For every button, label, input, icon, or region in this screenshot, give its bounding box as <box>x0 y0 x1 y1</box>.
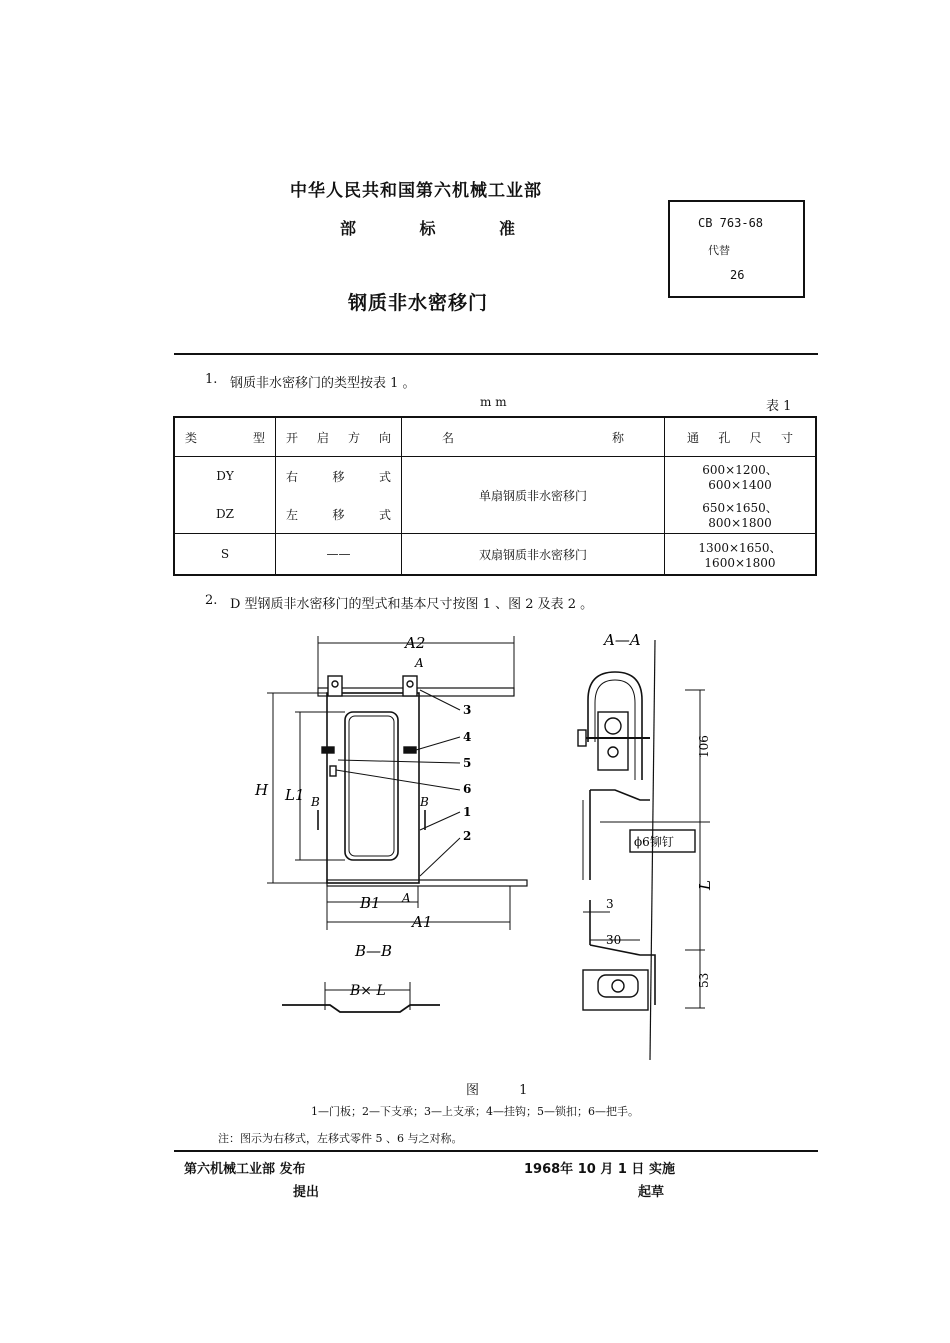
standard-char: 标 <box>419 219 436 238</box>
direction-cell: —— <box>276 534 402 576</box>
footer-proposed: 提出 <box>293 1185 320 1200</box>
standard-char: 部 <box>340 219 357 238</box>
part-label-4: 4 <box>463 730 472 744</box>
spread-char: 开 <box>286 430 299 445</box>
dim-30-label: 30 <box>606 933 622 947</box>
spread-char: 移 <box>332 469 345 484</box>
ministry-title: 中华人民共和国第六机械工业部 <box>290 181 542 201</box>
spread-char: 通 <box>687 430 700 445</box>
spread-char: 右 <box>286 469 299 484</box>
section-bb-title: B—B <box>355 942 393 960</box>
dim-bxl-label: B× L <box>350 983 386 999</box>
section-b-marker-right: B <box>420 795 429 809</box>
dim-106-label: 106 <box>697 735 711 758</box>
type-cell: DY <box>174 457 276 496</box>
dim-a1-label: A1 <box>412 913 433 931</box>
spread-char: 称 <box>611 430 624 445</box>
figure-note: 注：图示为右移式，左移式零件 5 、6 与之对称。 <box>218 1132 463 1145</box>
spread-char: 尺 <box>749 430 762 445</box>
section-aa-title: A—A <box>604 631 641 649</box>
section2-number: 2. <box>205 593 218 608</box>
spread-char: 移 <box>332 507 345 522</box>
dim-l-label: L <box>696 880 714 890</box>
spread-char: 名 <box>442 430 455 445</box>
section1-text: 钢质非水密移门的类型按表 1 。 <box>230 376 416 391</box>
section-a-marker: A <box>415 656 424 670</box>
spread-char: 孔 <box>718 430 731 445</box>
figure-caption: 图 1 <box>466 1083 546 1098</box>
part-label-2: 2 <box>463 829 472 843</box>
part-label-6: 6 <box>463 782 472 796</box>
part-label-3: 3 <box>463 703 472 717</box>
front-view <box>267 636 527 930</box>
name-cell: 单扇钢质非水密移门 <box>402 457 665 534</box>
replaces-label: 代替 <box>708 244 730 257</box>
spread-char: 向 <box>378 430 391 445</box>
spread-char: 启 <box>316 430 329 445</box>
section-b-marker-left: B <box>311 795 320 809</box>
standard-char: 准 <box>498 219 515 238</box>
figure-legend: 1—门板；2—下支承；3—上支承；4—挂钩；5—锁扣；6—把手。 <box>311 1105 639 1118</box>
dim-3-label: 3 <box>606 897 614 911</box>
type-cell: S <box>174 534 276 576</box>
spread-char: 左 <box>286 507 299 522</box>
spread-char: 式 <box>378 507 391 522</box>
standard-code: CB 763-68 <box>698 216 764 230</box>
unit-label: m m <box>480 395 507 409</box>
footer-rule <box>174 1150 818 1152</box>
name-cell: 双扇钢质非水密移门 <box>402 534 665 576</box>
size-cell: 600×1200、600×1400 <box>665 457 817 496</box>
footer-drafted: 起草 <box>638 1185 665 1200</box>
footer-issuer: 第六机械工业部 发布 <box>184 1162 306 1177</box>
spread-char: 寸 <box>780 430 793 445</box>
spread-char: 类 <box>185 430 198 445</box>
table-label: 表 1 <box>766 399 792 414</box>
section-a-marker-bottom: A <box>402 891 411 905</box>
spread-char: 型 <box>252 430 265 445</box>
document-title: 钢质非水密移门 <box>348 292 489 314</box>
footer-date: 1968年 10 月 1 日 实施 <box>524 1162 675 1177</box>
dim-l1-label: L1 <box>285 786 305 804</box>
type-cell: DZ <box>174 495 276 534</box>
dim-53-label: 53 <box>697 972 711 988</box>
size-cell: 1300×1650、1600×1800 <box>665 534 817 576</box>
spread-char: 式 <box>378 469 391 484</box>
dim-a2-label: A2 <box>405 634 426 652</box>
replaces-value: 26 <box>730 268 745 282</box>
dim-h-label: H <box>255 781 269 799</box>
dim-b1-label: B1 <box>360 894 381 912</box>
part-label-5: 5 <box>463 756 472 770</box>
section-aa-view <box>578 640 710 1060</box>
section2-text: D 型钢质非水密移门的型式和基本尺寸按图 1 、图 2 及表 2 。 <box>230 597 594 612</box>
section1-number: 1. <box>205 372 218 387</box>
spread-char: 方 <box>347 430 360 445</box>
part-label-1: 1 <box>463 805 472 819</box>
rivet-label: ϕ6铆钉 <box>634 835 674 849</box>
size-cell: 650×1650、800×1800 <box>665 495 817 534</box>
